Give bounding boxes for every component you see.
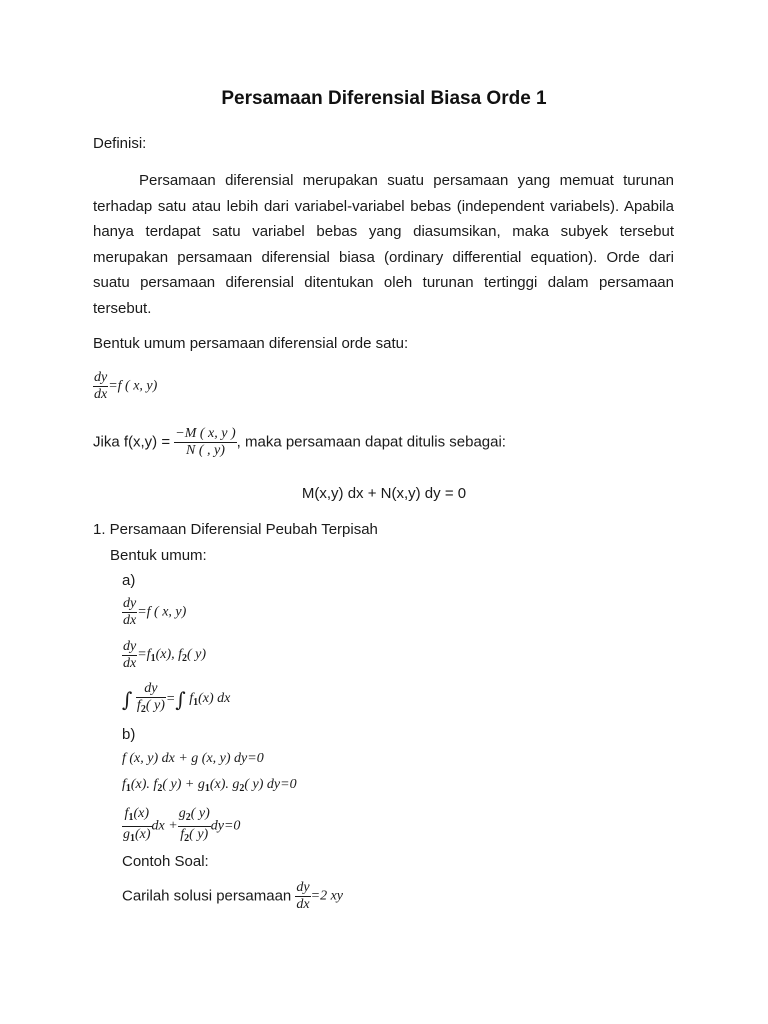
b-eq3-num2 [178,806,211,827]
a-eq3-den-pre: f [136,698,141,713]
general-formula-rhs: =f ( x, y) [108,378,158,394]
a-eq3-den-sub: 2 [140,704,146,715]
a-eq3-num: dy [136,681,166,698]
b-eq2-p1: f [122,777,126,792]
b-eq3-n2-post: ( y) [190,806,210,821]
b-eq3-n2-sub: 2 [185,812,191,823]
a-eq2-post: ( y) [187,647,207,662]
a-eq1-rhs: =f ( x, y) [137,604,187,620]
b-eq3-d1-sub: 1 [130,833,135,844]
item-a-label: a) [122,572,136,589]
general-formula [93,370,157,403]
b-eq3-d2-sub: 2 [184,833,190,844]
jika-fraction-num: −M ( x, y ) [175,426,236,441]
definition-paragraph: Persamaan diferensial merupakan suatu persamaan yang memuat turunan terhadap satu atau lebih dari variabel-variabel bebas (independent variabels). Apabila hanya terdapat satu variabel bebas yang diasumsikan, maka subyek tersebut merupakan persamaan diferensial biasa (ordinary differential equation). Orde dari suatu persamaan diferensial ditentukan oleh turunan tertinggi dalam persamaan tersebut. [93,172,674,317]
a-equation-3 [122,681,230,718]
carilah-fraction [295,880,310,913]
a-eq1-fraction [122,596,137,629]
jika-fraction [174,426,236,459]
b-eq3-den2 [178,827,211,847]
integral-sign-2: ∫ [175,687,186,712]
general-fraction-num: dy [94,370,108,385]
a-eq2-den: dx [123,656,137,671]
a-eq2-sub2: 2 [182,653,187,664]
jika-suffix: , maka persamaan dapat ditulis sebagai: [236,433,506,451]
item-b-label: b) [122,726,136,743]
b-eq3-d2-post: ( y) [189,827,209,842]
a-eq3-fraction [136,681,166,718]
b-eq3-d1-post: (x) [135,827,151,842]
centered-equation: M(x,y) dx + N(x,y) dy = 0 [301,485,467,502]
jika-prefix: Jika f(x,y) = [93,433,175,451]
jika-line [93,426,506,459]
a-eq3-f: f [185,691,194,706]
carilah-num: dy [296,880,310,895]
carilah-text: Carilah solusi persamaan [122,887,296,905]
a-eq3-eq: = [165,691,176,707]
b-equation-2 [122,777,297,794]
b-eq3-n2-pre: g [178,806,186,821]
a-eq1-num: dy [123,596,137,611]
a-eq3-rhs-sub: 1 [193,697,199,708]
a-eq2-mid: (x), f [155,647,182,662]
b-eq2-p3: ( y) + g [162,777,205,792]
contoh-soal-label: Contoh Soal: [122,853,209,870]
b-eq3-mid: dx + [151,818,178,834]
a-equation-2 [122,639,206,672]
general-fraction-den: dx [94,387,108,402]
b-eq3-n1-post: (x) [133,806,149,821]
a-eq3-rhs-post: (x) dx [198,691,231,706]
a-eq3-den [136,698,166,718]
page-title: Persamaan Diferensial Biasa Orde 1 [221,88,547,109]
b-eq2-s3: 1 [204,783,210,794]
b-eq3-end: dy=0 [210,818,241,834]
b-eq3-n1-pre: f [124,806,129,821]
b-eq3-num1 [122,806,152,827]
b-equation-1: f (x, y) dx + g (x, y) dy=0 [122,751,264,766]
b-eq3-den1 [122,827,152,847]
bentuk-umum-sub: Bentuk umum: [110,547,207,564]
b-eq3-d2-pre: f [180,827,185,842]
carilah-rhs: =2 xy [310,888,344,904]
jika-fraction-den: N ( , y) [186,443,225,458]
carilah-den: dx [296,897,310,912]
b-eq3-d1-pre: g [123,827,130,842]
carilah-line [122,880,343,913]
a-eq2-pre: =f [137,647,151,662]
integral-sign: ∫ [122,687,133,712]
b-eq3-fraction-2 [178,806,211,847]
b-eq2-s4: 2 [239,783,245,794]
a-eq2-sub1: 1 [150,653,156,664]
b-eq2-s1: 1 [125,783,131,794]
b-eq3-fraction-1 [122,806,152,847]
section1-heading: 1. Persamaan Diferensial Peubah Terpisah [93,521,378,538]
a-equation-1 [122,596,186,629]
b-eq3-n1-sub: 1 [128,812,134,823]
b-eq2-p5: ( y) dy=0 [244,777,297,792]
a-eq2-fraction [122,639,137,672]
a-eq2-num: dy [123,639,137,654]
b-eq2-p4: (x). g [209,777,240,792]
b-eq2-s2: 2 [157,783,163,794]
general-fraction [93,370,108,403]
a-eq3-den-post: ( y) [145,698,165,713]
definisi-label: Definisi: [93,135,147,152]
bentuk-umum-label: Bentuk umum persamaan diferensial orde satu: [93,335,409,352]
a-eq1-den: dx [123,613,137,628]
b-equation-3 [122,806,240,847]
b-eq2-p2: (x). f [130,777,158,792]
